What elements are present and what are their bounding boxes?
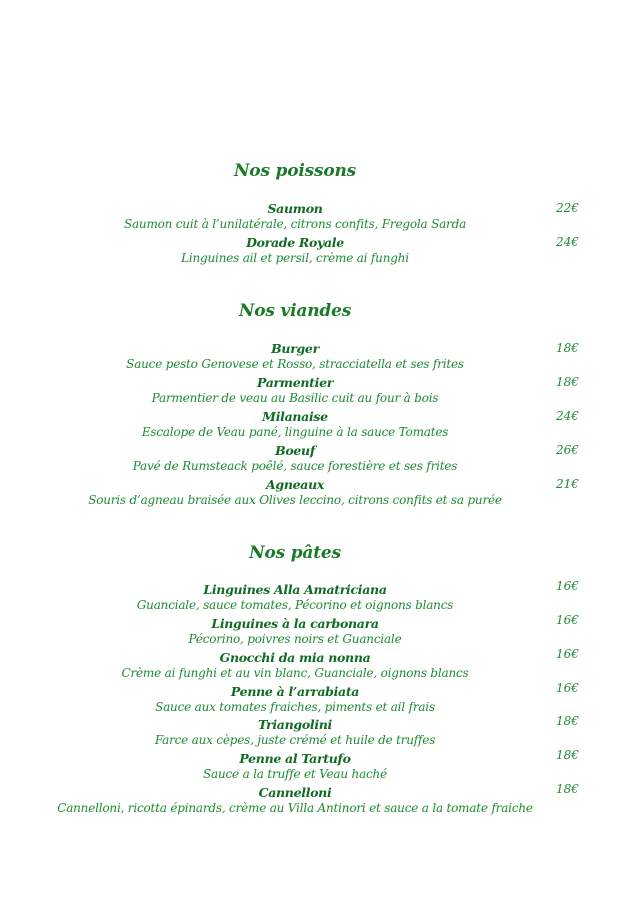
section-title: Nos pâtes: [249, 543, 341, 563]
item-description: Cannelloni, ricotta épinards, crème au Villa Antinori et sauce a la tomate fraiche: [57, 801, 533, 815]
item-description: Saumon cuit à l’unilatérale, citrons confits, Fregola Sarda: [123, 217, 467, 231]
menu-item: [0, 201, 640, 235]
item-name: Agneaux: [265, 477, 325, 492]
item-price: 24€: [556, 235, 579, 249]
menu-item: [0, 681, 640, 718]
item-description: Sauce pesto Genovese et Rosso, stracciatella et ses frites: [126, 357, 464, 371]
item-description: Sauce a la truffe et Veau haché: [203, 767, 387, 781]
menu-item: [0, 613, 640, 650]
menu-item: [0, 477, 640, 511]
item-price: 18€: [556, 341, 579, 355]
item-name: Penne à l’arrabiata: [230, 684, 360, 699]
item-name: Parmentier: [256, 375, 334, 390]
item-price: 26€: [556, 443, 579, 457]
menu-item: [0, 647, 640, 684]
item-name: Burger: [271, 341, 319, 356]
item-description: Crème ai funghi et au vin blanc, Guanciale, oignons blancs: [121, 666, 469, 680]
section-title: Nos poissons: [233, 161, 357, 181]
item-name: Milanaise: [262, 409, 328, 424]
menu-item: [0, 375, 640, 409]
item-price: 16€: [556, 647, 579, 661]
menu-item: [0, 782, 640, 819]
item-description: Pécorino, poivres noirs et Guanciale: [188, 632, 402, 646]
item-description: Pavé de Rumsteack poêlé, sauce forestière et ses frites: [132, 459, 458, 473]
item-description: Sauce aux tomates fraiches, piments et ail frais: [155, 700, 435, 714]
item-description: Souris d’agneau braisée aux Olives leccino, citrons confits et sa purée: [88, 493, 502, 507]
item-name: Saumon: [267, 201, 323, 216]
item-description: Guanciale, sauce tomates, Pécorino et oignons blancs: [136, 598, 454, 612]
item-name: Cannelloni: [258, 785, 332, 800]
menu-item: [0, 748, 640, 785]
item-description: Farce aux cèpes, juste crémé et huile de truffes: [154, 733, 436, 747]
section-title: Nos viandes: [238, 301, 352, 321]
item-price: 16€: [556, 681, 579, 695]
item-description: Escalope de Veau pané, linguine à la sauce Tomates: [141, 425, 449, 439]
item-name: Dorade Royale: [246, 235, 344, 250]
item-description: Linguines ail et persil, crème ai funghi: [181, 251, 409, 265]
item-name: Gnocchi da mia nonna: [219, 650, 371, 665]
item-name: Linguines à la carbonara: [211, 616, 379, 631]
item-price: 16€: [556, 579, 579, 593]
item-price: 18€: [556, 375, 579, 389]
menu-item: [0, 341, 640, 375]
item-name: Boeuf: [275, 443, 315, 458]
item-name: Linguines Alla Amatriciana: [203, 582, 387, 597]
menu-item: [0, 579, 640, 616]
item-price: 18€: [556, 748, 579, 762]
item-price: 18€: [556, 714, 579, 728]
menu-item: [0, 443, 640, 477]
item-price: 24€: [556, 409, 579, 423]
item-price: 18€: [556, 782, 579, 796]
menu-item: [0, 409, 640, 443]
menu-item: [0, 235, 640, 269]
item-description: Parmentier de veau au Basilic cuit au four à bois: [151, 391, 439, 405]
item-name: Penne al Tartufo: [239, 751, 351, 766]
item-price: 16€: [556, 613, 579, 627]
item-price: 22€: [556, 201, 579, 215]
item-name: Triangolini: [257, 717, 333, 732]
menu-item: [0, 714, 640, 751]
item-price: 21€: [556, 477, 579, 491]
